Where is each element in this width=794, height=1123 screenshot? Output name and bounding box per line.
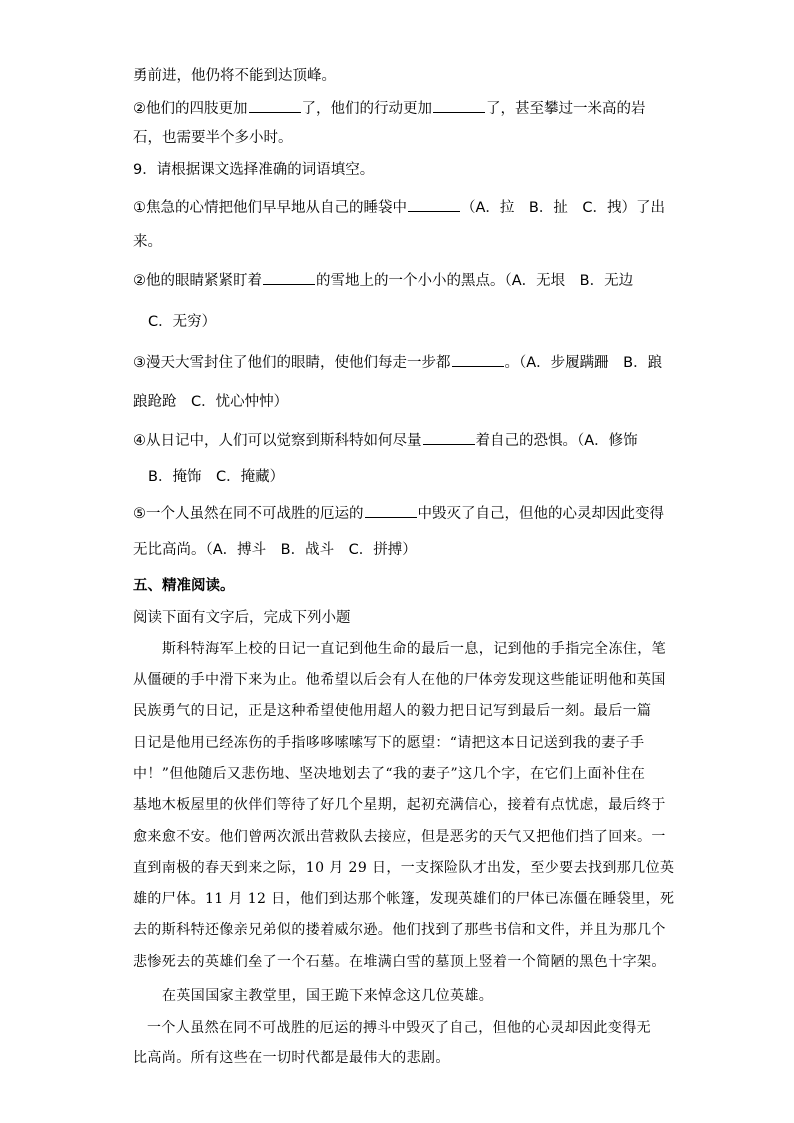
question-9-3: [133, 352, 662, 373]
passage-line: 直到南极的春天到来之际，10 月 29 日，一支探险队才出发，至少要去找到那几位英: [133, 860, 675, 876]
text-line: B．掩饰 C．掩藏）: [148, 469, 285, 485]
text-segment: （A．拉 B．扯 C．拽）了出: [461, 200, 665, 216]
passage-line: 基地木板屋里的伙伴们等待了好几个星期，起初充满信心，接着有点忧虑，最后终于: [133, 797, 666, 813]
passage-line: 悲惨死去的英雄们垒了一个石墓。在堆满白雪的墓顶上竖着一个简陋的黑色十字架。: [133, 954, 666, 970]
text-segment: 。（A．步履蹒跚 B．踉: [504, 355, 663, 371]
text-segment: 了，甚至攀过一米高的岩: [486, 101, 646, 117]
question-8-2: [133, 98, 646, 119]
text-line: 踉跄跄 C．忧心忡忡）: [133, 394, 289, 410]
question-9-title: 9．请根据课文选择准确的词语填空。: [133, 162, 375, 178]
answer-blank[interactable]: [452, 352, 504, 367]
answer-blank[interactable]: [263, 270, 315, 285]
question-9-5: [133, 503, 664, 524]
question-9-2: [133, 270, 633, 291]
text-segment: ②他的眼睛紧紧盯着: [133, 273, 262, 289]
answer-blank[interactable]: [423, 430, 475, 445]
passage-line: 日记是他用已经冻伤的手指哆哆嗦嗦写下的愿望：“请把这本日记送到我的妻子手: [133, 735, 645, 751]
passage-line: 从僵硬的手中滑下来为止。他希望以后会有人在他的尸体旁发现这些能证明他和英国: [133, 672, 666, 688]
text-segment: ③漫天大雪封住了他们的眼睛，使他们每走一步都: [133, 355, 451, 371]
text-line: 来。: [133, 234, 162, 250]
passage-line: 比高尚。所有这些在一切时代都是最伟大的悲剧。: [133, 1050, 450, 1066]
text-line: C．无穷）: [148, 314, 217, 330]
passage-line: 愈来愈不安。他们曾两次派出营救队去接应，但是恶劣的天气又把他们挡了回来。一: [133, 829, 666, 845]
text-segment: 了，他们的行动更加: [301, 101, 432, 117]
passage-line: 中！”但他随后又悲伤地、坚决地划去了“我的妻子”这几个字，在它们上面补住在: [133, 766, 646, 782]
passage-line: 在英国国家主教堂里，国王跪下来悼念这几位英雄。: [162, 988, 494, 1004]
text-segment: ①焦急的心情把他们早早地从自己的睡袋中: [133, 200, 407, 216]
passage-line: 斯科特海军上校的日记一直记到他生命的最后一息，记到他的手指完全冻住，笔: [162, 641, 666, 657]
text-segment: ⑤一个人虽然在同不可战胜的厄运的: [133, 506, 364, 522]
text-segment: 的雪地上的一个小小的黑点。（A．无垠 B．无边: [316, 273, 634, 289]
question-9-1: [133, 197, 665, 218]
section-heading: 五、精准阅读。: [133, 578, 235, 594]
text-segment: ④从日记中，人们可以觉察到斯科特如何尽量: [133, 433, 422, 449]
answer-blank[interactable]: [408, 197, 460, 212]
answer-blank[interactable]: [249, 98, 301, 113]
text-line: 石，也需要半个多小时。: [133, 130, 293, 146]
reading-instruction: 阅读下面有文字后，完成下列小题: [133, 610, 351, 626]
text-line: 无比高尚。（A．搏斗 B．战斗 C．拼搏）: [133, 542, 417, 558]
answer-blank[interactable]: [365, 503, 417, 518]
text-segment: 着自己的恐惧。（A．修饰: [475, 433, 638, 449]
text-line: 勇前进，他仍将不能到达顶峰。: [133, 68, 336, 84]
passage-line: 去的斯科特还像亲兄弟似的搂着威尔逊。他们找到了那些书信和文件，并且为那几个: [133, 922, 666, 938]
question-9-4: [133, 430, 638, 451]
text-segment: 中毁灭了自己，但他的心灵却因此变得: [417, 506, 664, 522]
passage-line: 雄的尸体。11 月 12 日，他们到达那个帐篷，发现英雄们的尸体已冻僵在睡袋里，死: [133, 891, 675, 907]
passage-line: 民族勇气的日记，正是这种希望使他用超人的毅力把日记写到最后一刻。最后一篇: [133, 703, 652, 719]
text-segment: ②他们的四肢更加: [133, 101, 248, 117]
answer-blank[interactable]: [433, 98, 485, 113]
passage-line: 一个人虽然在同不可战胜的厄运的搏斗中毁灭了自己，但他的心灵却因此变得无: [147, 1020, 651, 1036]
